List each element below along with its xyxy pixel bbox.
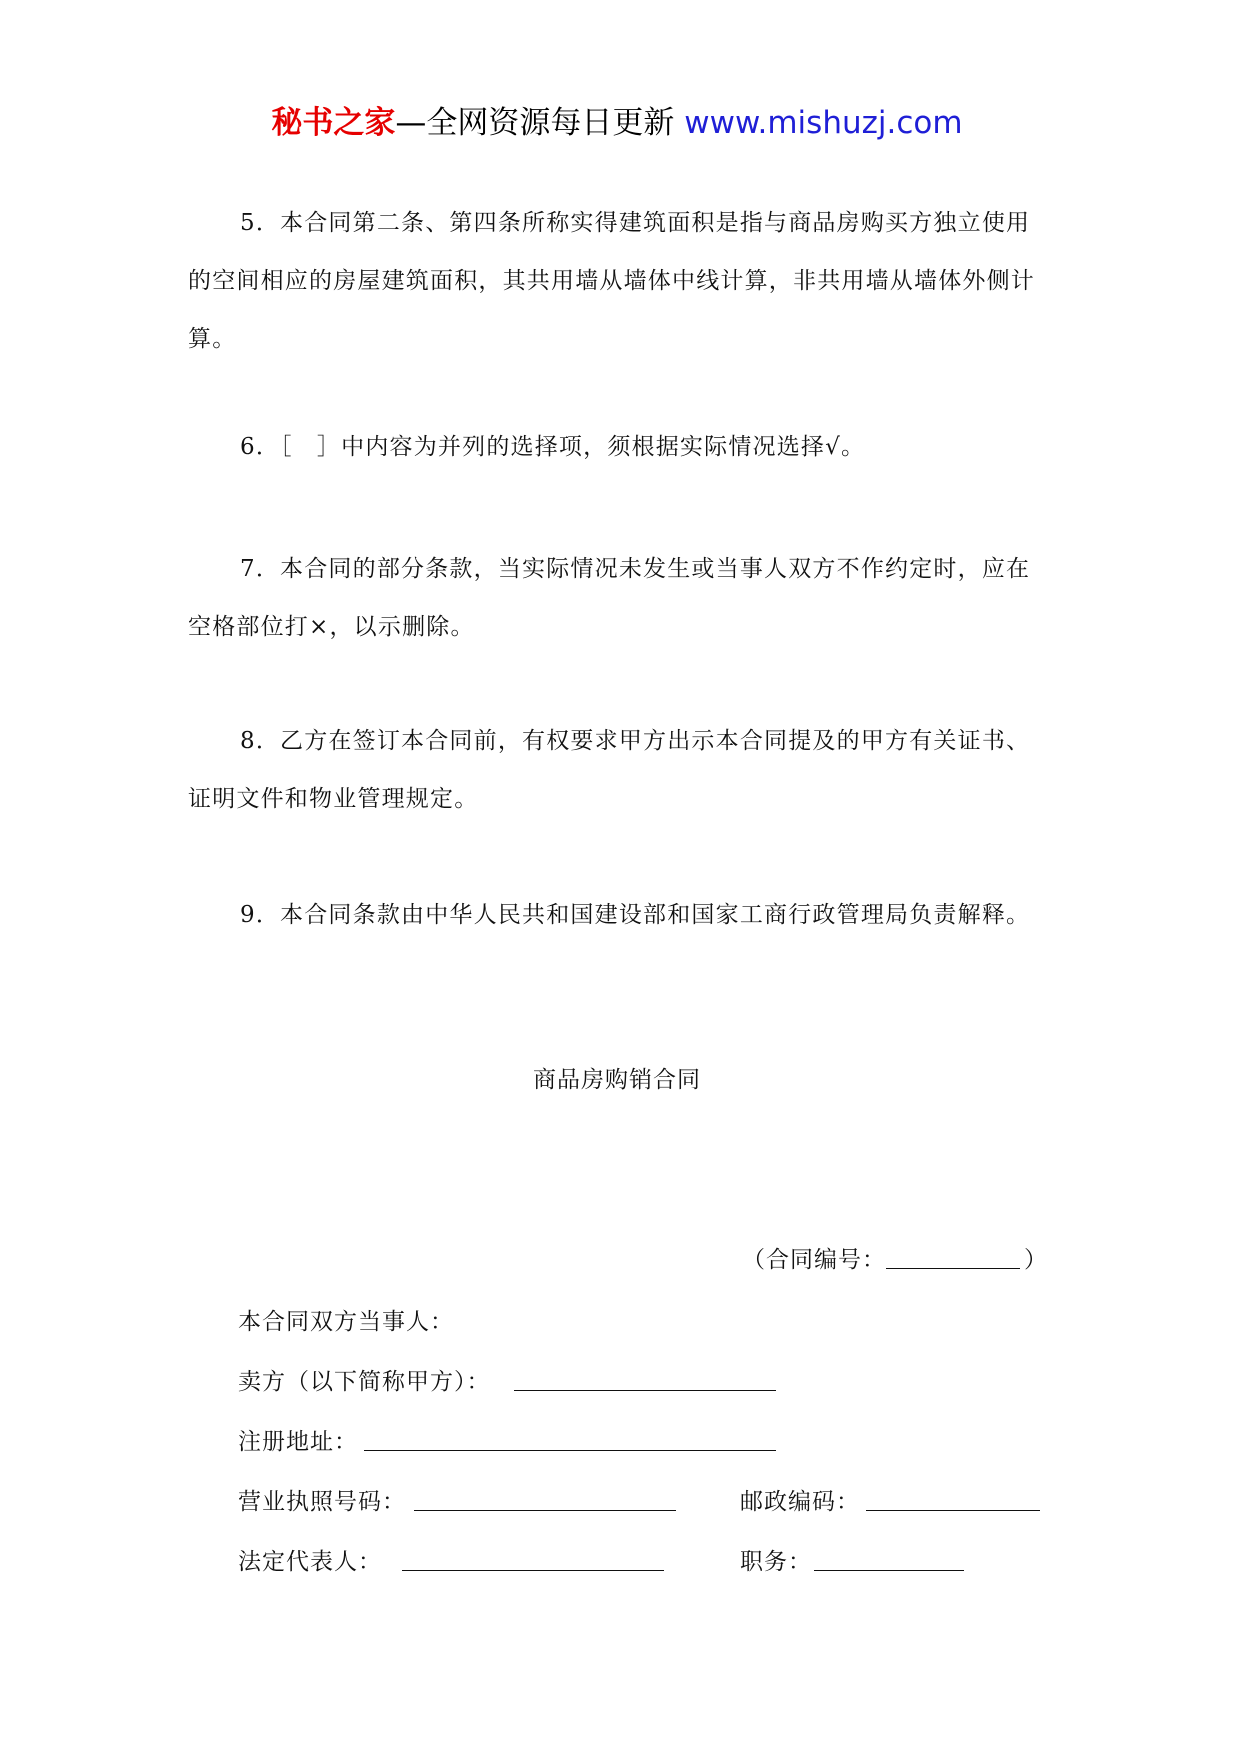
seller-label: 卖方（以下简称甲方）： — [238, 1369, 491, 1395]
contract-number-open: （合同编号： — [742, 1247, 886, 1273]
note-6: 6．［ ］中内容为并列的选择项，须根据实际情况选择√。 — [240, 434, 866, 460]
parties-label: 本合同双方当事人： — [238, 1309, 454, 1335]
legal-rep-blank — [402, 1570, 664, 1571]
postcode-blank — [866, 1510, 1040, 1511]
address-blank — [364, 1450, 776, 1451]
site-banner — [0, 103, 1234, 143]
brand-name: 秘书之家 — [271, 105, 396, 141]
contract-number-blank — [886, 1268, 1020, 1269]
position-label: 职务： — [740, 1549, 812, 1575]
legal-rep-label: 法定代表人： — [238, 1549, 382, 1575]
postcode-label: 邮政编码： — [740, 1489, 860, 1515]
note-7: 7．本合同的部分条款，当实际情况未发生或当事人双方不作约定时，应在空格部位打×，以示删除。 — [188, 556, 1031, 640]
note-8: 8．乙方在签订本合同前，有权要求甲方出示本合同提及的甲方有关证书、证明文件和物业管理规定。 — [188, 728, 1031, 812]
slogan: —全网资源每日更新 — [395, 105, 675, 141]
contract-title: 商品房购销合同 — [533, 1067, 701, 1093]
position-blank — [814, 1570, 964, 1571]
seller-blank — [514, 1390, 776, 1391]
address-label: 注册地址： — [238, 1429, 358, 1455]
note-5: 5．本合同第二条、第四条所称实得建筑面积是指与商品房购买方独立使用的空间相应的房屋建筑面积，其共用墙从墙体中线计算，非共用墙从墙体外侧计算。 — [188, 210, 1035, 352]
license-blank — [414, 1510, 676, 1511]
site-url-link[interactable]: www.mishuzj.com — [684, 105, 963, 141]
license-label: 营业执照号码： — [238, 1489, 406, 1515]
contract-number-close: ） — [1024, 1247, 1048, 1273]
note-9: 9．本合同条款由中华人民共和国建设部和国家工商行政管理局负责解释。 — [240, 902, 1031, 928]
